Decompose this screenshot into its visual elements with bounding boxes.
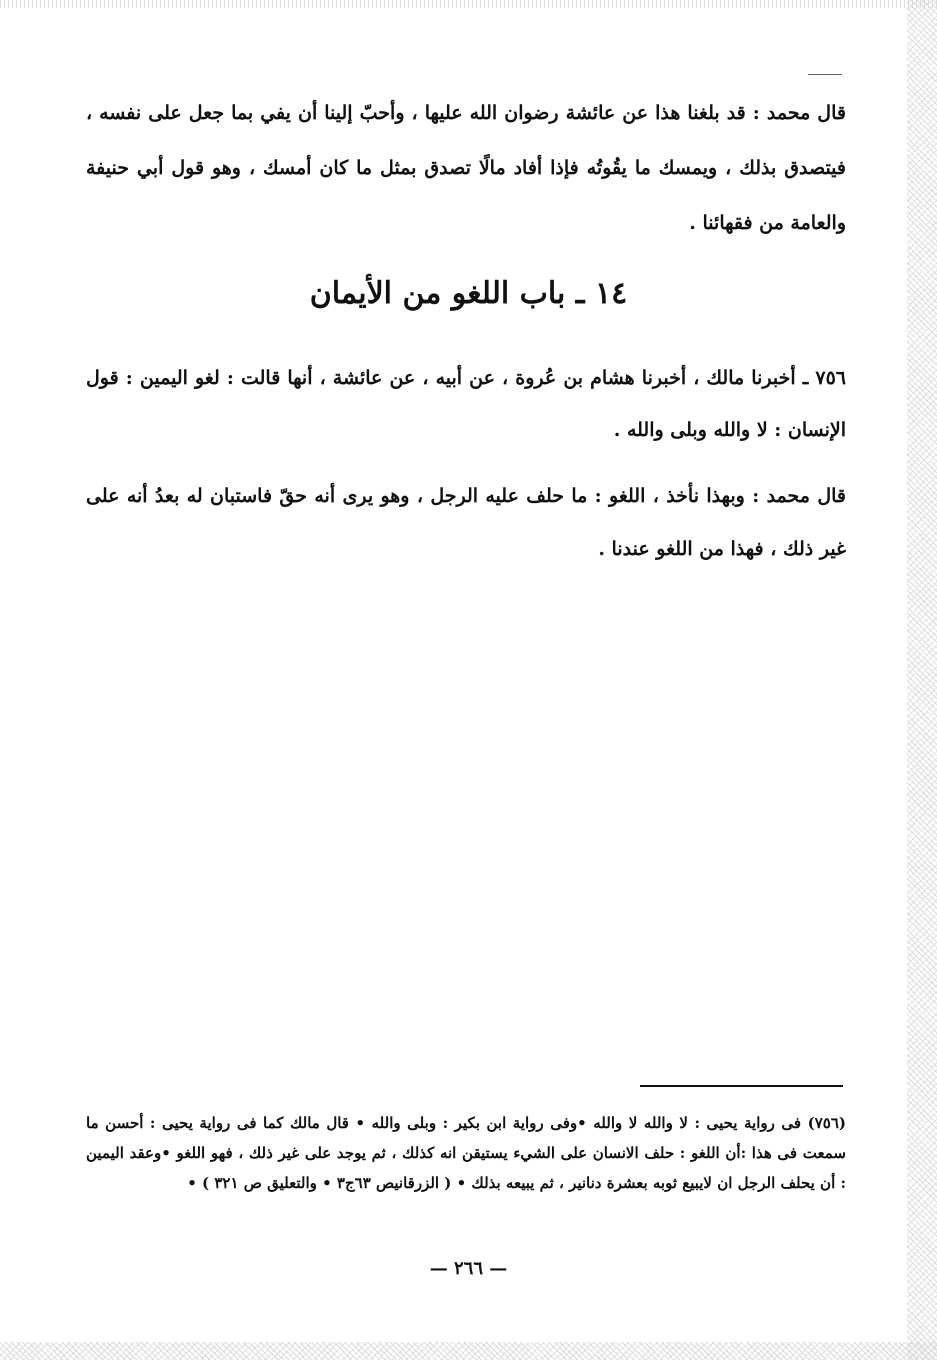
paragraph-text: قال محمد : قد بلغنا هذا عن عائشة رضوان الله عليها ، وأحبّ إلينا أن يفي بما جعل على نفسه ، فيتصدق بذلك ، ويمسك ما يقُوتُه فإذا أفاد مالًا تصدق بمثل ما كان أمسك ، وهو قول أبي حنيفة والعامة من فقهائنا . xyxy=(86,102,846,234)
scan-edge-top xyxy=(0,0,937,8)
footnote xyxy=(86,1108,846,1198)
paragraph-text: ٧٥٦ ـ أخبرنا مالك ، أخبرنا هشام بن عُروة ، عن أبيه ، عن عائشة ، أنها قالت : لغو اليمين : قول الإنسان : لا والله وبلى والله . xyxy=(86,367,846,441)
paragraph-commentary-2 xyxy=(86,470,846,576)
scan-edge-right xyxy=(907,0,937,1360)
scan-mark xyxy=(808,74,842,75)
paragraph-text: قال محمد : وبهذا نأخذ ، اللغو : ما حلف عليه الرجل ، وهو يرى أنه حقّ فاستبان له بعدُ أنه على غير ذلك ، فهذا من اللغو عندنا . xyxy=(86,485,846,560)
page-number: — ٢٦٦ — xyxy=(429,1258,508,1279)
paragraph-commentary-1 xyxy=(86,86,846,251)
footnote-separator xyxy=(640,1085,843,1087)
paragraph-hadith-756 xyxy=(86,352,846,456)
section-heading: ١٤ ـ باب اللغو من الأيمان xyxy=(309,276,628,311)
scan-edge-bottom xyxy=(0,1342,937,1360)
footnote-text: (٧٥٦) فى رواية يحيى : لا والله لا والله •وفى رواية ابن بكير : وبلى والله • قال مالك كما فى رواية يحيى : أحسن ما سمعت فى هذا :أن اللغو : حلف الانسان على الشيء يستيقن انه كذلك ، ثم يوجد على غير ذلك ، فهو اللغو •وعقد اليمين : أن يحلف الرجل ان لايبيع ثوبه بعشرة دنانير ، ثم يبيعه بذلك • ( الزرقانيص ٦٣ج٣ • والتعليق ص ٣٢١ ) • xyxy=(86,1114,846,1192)
